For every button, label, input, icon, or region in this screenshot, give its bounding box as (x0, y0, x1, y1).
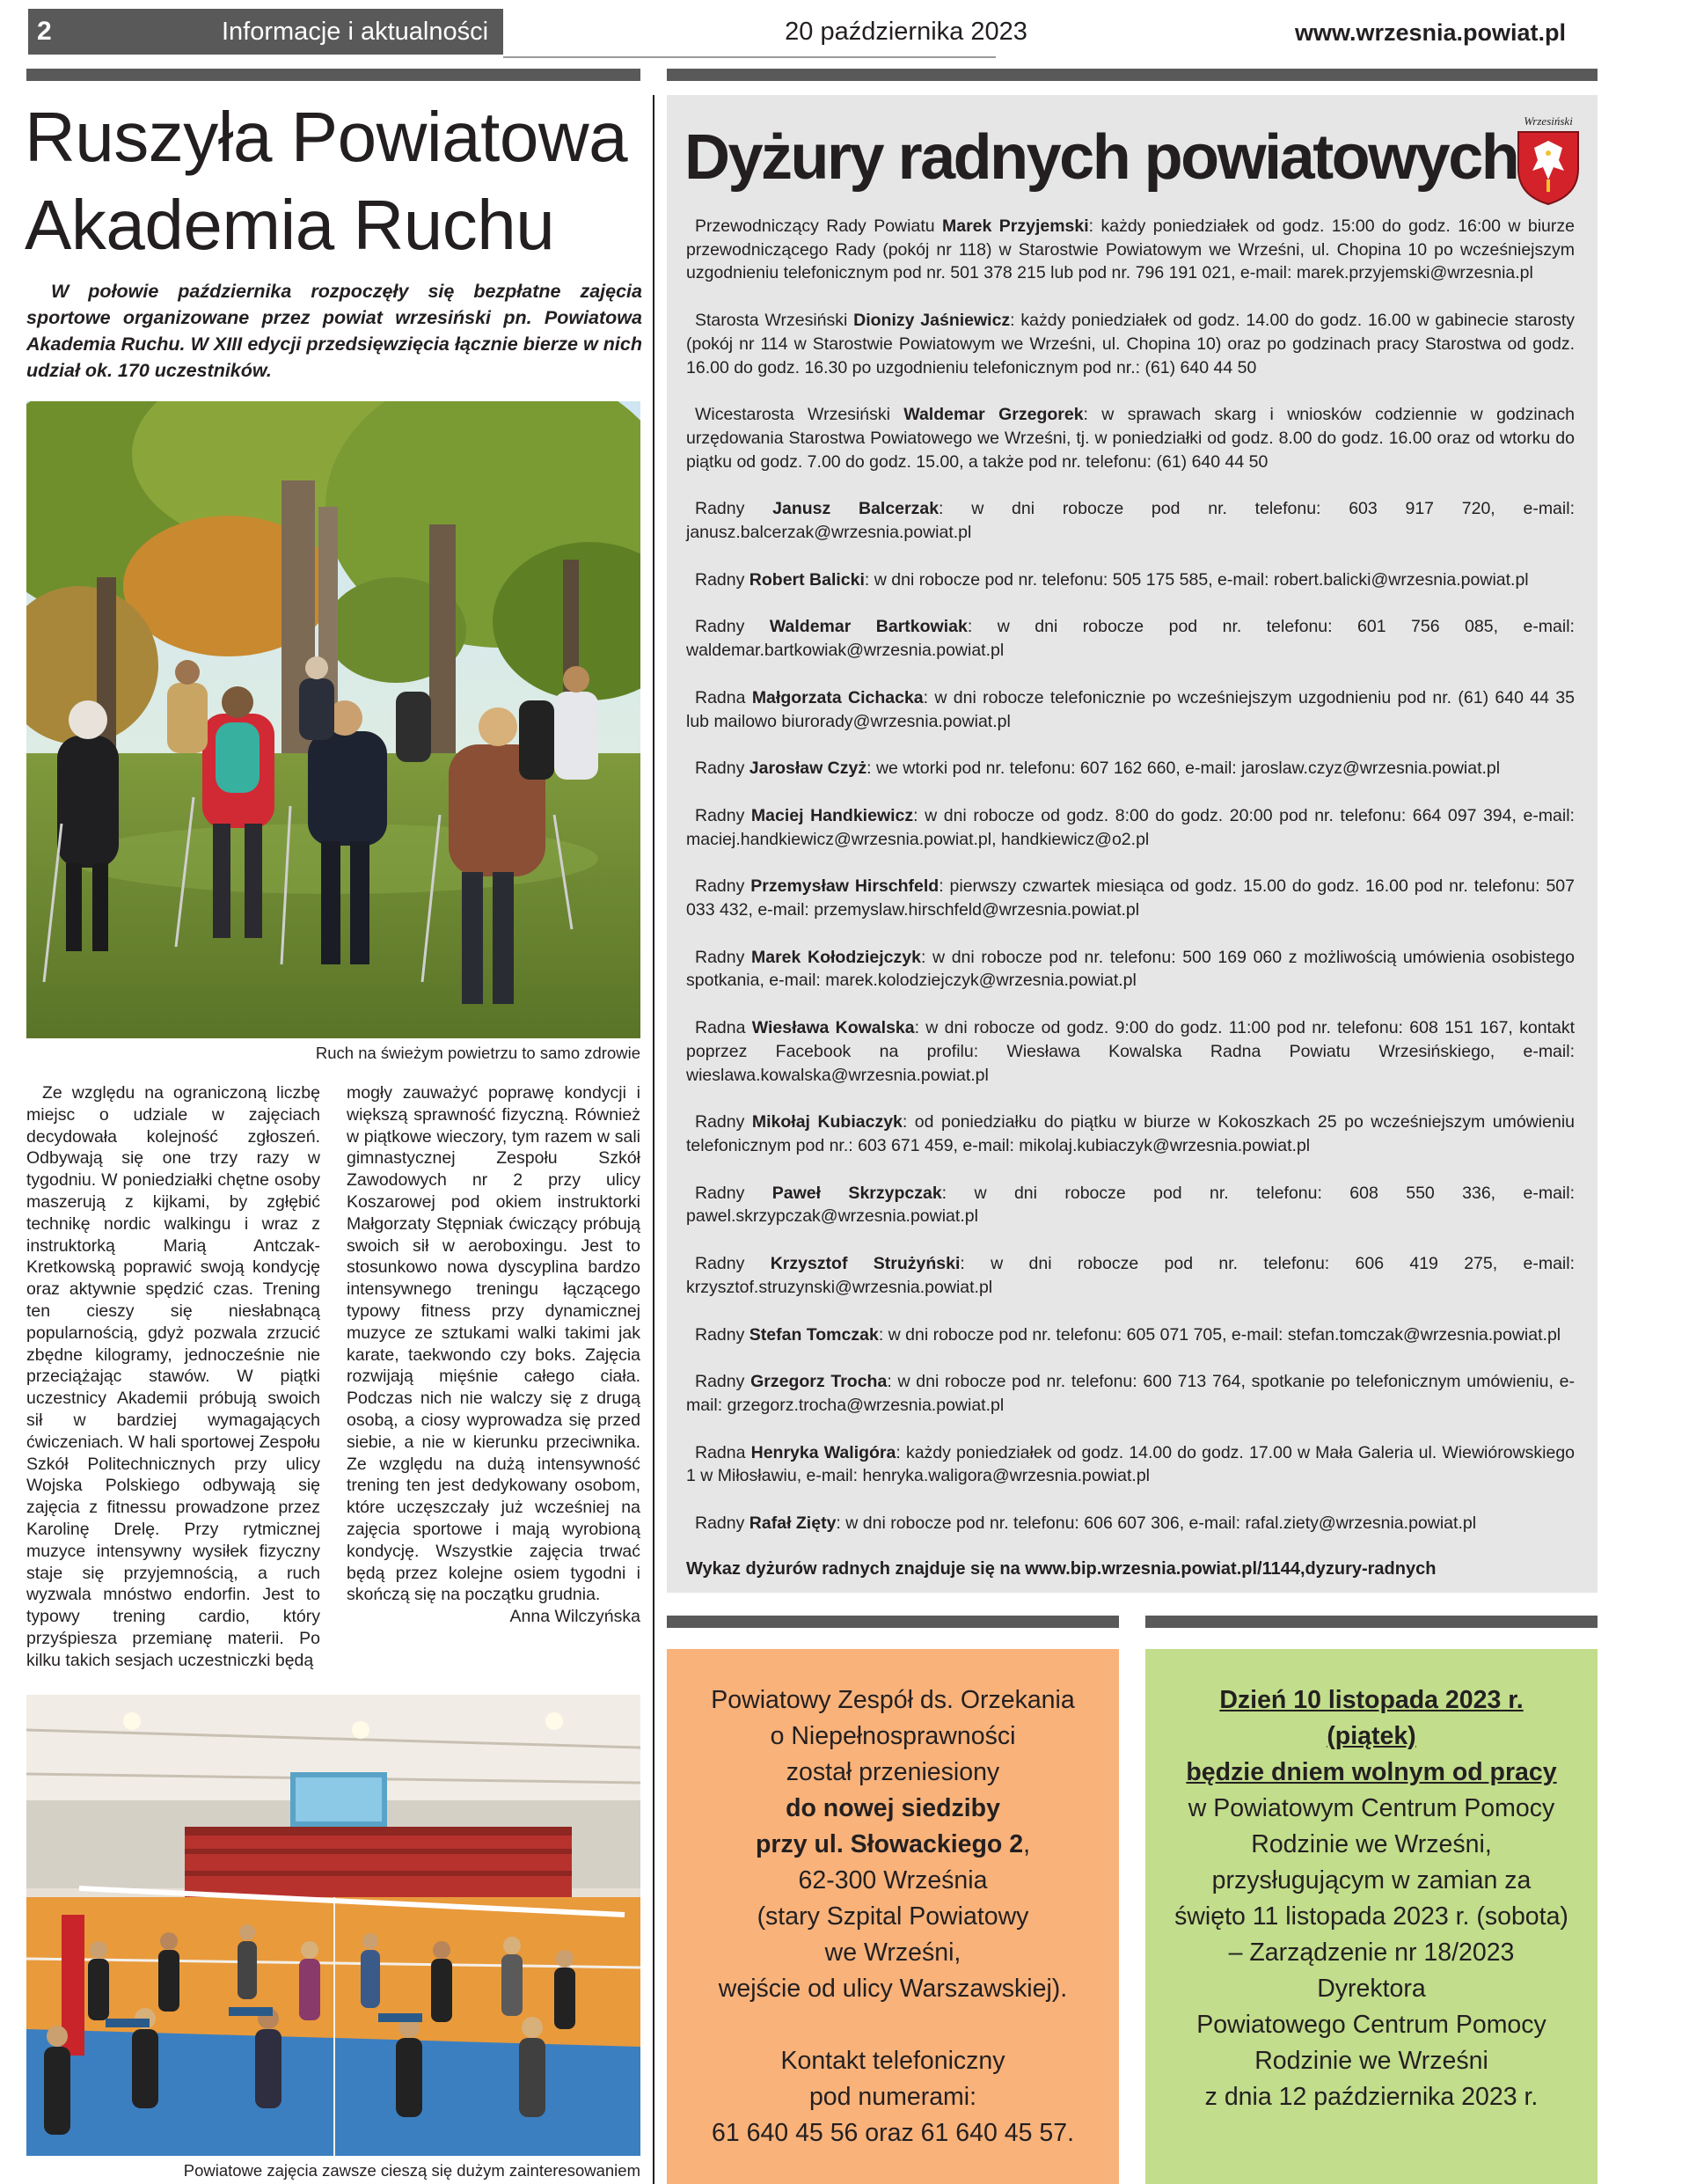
orange-line-5-address: przy ul. Słowackiego 2 (755, 1830, 1024, 1858)
duty-entry (686, 615, 1575, 662)
duty-entry (686, 1016, 1575, 1087)
duty-entry (686, 1323, 1575, 1347)
duty-councillor-name: Jarosław Czyż (749, 759, 867, 779)
orange-line-8: we Wrześni, (824, 1938, 961, 1967)
orange-line-1: Powiatowy Zespół ds. Orzekania (711, 1686, 1075, 1714)
duty-entry (686, 875, 1575, 921)
svg-text:Wrzesiński: Wrzesiński (1524, 114, 1573, 128)
powiat-crest-logo (1511, 114, 1585, 206)
relocation-notice (667, 1649, 1119, 2184)
duty-details: : każdy poniedziałek od godz. 15:00 do godz. 16:00 w biurze przewodniczącego Rady (pokój nr 118) w Starostwie Powiatowym we Wrześni, ul. Chopina 10 po wcześniejszym uzgodnieniu telefonicznym pod nr. 501 378 215 lub pod nr. 796 191 021, e-mail: marek.przyjemski@wrzesnia.pl (686, 216, 1575, 283)
article-body-column-1 (26, 1082, 320, 1672)
orange-line-3: został przeniesiony (786, 1758, 1000, 1786)
article-body-column-2 (347, 1082, 640, 1628)
duty-councillor-name: Wiesława Kowalska (751, 1018, 915, 1038)
duty-details: : każdy poniedziałek od godz. 14.00 do godz. 16.00 w gabinecie starosty (pokój nr 114 w Starostwie Powiatowym we Wrześni, ul. Chopina 10) oraz po godzinach pracy Starostwa od godz. 16.00 do godz. 16.30 po uzgodnieniu telefonicznym pod nr.: (61) 640 44 50 (686, 311, 1575, 377)
green-line-7: święto 11 listopada 2023 r. (sobota) (1174, 1902, 1568, 1931)
duty-details: : w dni robocze od godz. 9:00 do godz. 11:00 pod nr. telefonu: 608 151 167, kontakt poprzez Facebook na profilu: Wiesława Kowalska Radna Powiatu Wrzesińskiego, e-mail: wieslawa.kowalska@wrzesnia.powiat.pl (686, 1018, 1575, 1085)
duty-details: : w dni robocze pod nr. telefonu: 600 713 764, spotkanie po telefonicznym umówieniu, e-mail: grzegorz.trocha@wrzesnia.powiat.pl (686, 1372, 1575, 1415)
duty-role: Radny (695, 1324, 749, 1345)
duty-councillor-name: Dionizy Jaśniewicz (853, 311, 1011, 331)
issue-date: 20 października 2023 (785, 18, 1027, 46)
orange-line-2: o Niepełnosprawności (770, 1722, 1016, 1750)
green-line-4: w Powiatowym Centrum Pomocy (1188, 1794, 1555, 1822)
duty-entry (686, 1441, 1575, 1488)
duty-entry (686, 1252, 1575, 1299)
green-line-6: przysługującym w zamian za (1211, 1866, 1532, 1895)
green-box-rule (1145, 1616, 1598, 1628)
page-number: 2 (28, 9, 63, 55)
duty-details: : w dni robocze pod nr. telefonu: 606 419 275, e-mail: krzysztof.struzynski@wrzesnia.powiat.pl (686, 1254, 1575, 1297)
orange-line-5-comma: , (1023, 1830, 1030, 1858)
duty-councillor-name: Robert Balicki (749, 569, 865, 590)
orange-line-6: 62-300 Września (798, 1866, 988, 1895)
green-line-12: z dnia 12 października 2023 r. (1204, 2083, 1539, 2111)
duty-details: : w dni robocze pod nr. telefonu: 608 550 336, e-mail: pawel.skrzypczak@wrzesnia.powiat.pl (686, 1183, 1575, 1227)
duty-entry (686, 757, 1575, 781)
duties-title: Dyżury radnych powiatowych (684, 122, 1518, 193)
duty-role: Radny (695, 1112, 752, 1132)
duty-details: : w dni robocze pod nr. telefonu: 605 071 705, e-mail: stefan.tomczak@wrzesnia.powiat.pl (878, 1324, 1561, 1345)
duty-entry (686, 215, 1575, 285)
duty-entry (686, 568, 1575, 592)
orange-line-11: pod numerami: (808, 2083, 977, 2111)
nordic-walking-photo (26, 401, 640, 1038)
duty-councillor-name: Rafał Zięty (749, 1513, 837, 1534)
green-line-1: Dzień 10 listopada 2023 r. (1219, 1686, 1524, 1714)
duty-role: Radny (695, 947, 751, 967)
fitness-hall-photo (26, 1695, 640, 2156)
duty-councillor-name: Małgorzata Cichacka (751, 687, 924, 707)
duty-councillor-name: Przemysław Hirschfeld (750, 876, 940, 897)
duty-details: : każdy poniedziałek od godz. 14.00 do godz. 17.00 w Mała Galeria ul. Wiewiórowskiego 1 w Miłosławiu, e-mail: henryka.waligora@wrzesnia.powiat.pl (686, 1442, 1576, 1486)
duties-footer-link[interactable]: Wykaz dyżurów radnych znajduje się na www.bip.wrzesnia.powiat.pl/1144,dyzury-radnych (686, 1558, 1437, 1579)
duty-details: : we wtorki pod nr. telefonu: 607 162 660, e-mail: jaroslaw.czyz@wrzesnia.powiat.pl (866, 759, 1501, 779)
duty-entry (686, 1512, 1575, 1535)
day-off-notice (1145, 1649, 1598, 2184)
duty-role: Wicestarosta Wrzesiński (695, 405, 904, 425)
duty-role: Radny (695, 876, 751, 897)
duty-role: Radna (695, 687, 752, 707)
article-title (25, 93, 649, 269)
duty-entry (686, 497, 1575, 544)
duty-entry (686, 309, 1575, 379)
duty-councillor-name: Paweł Skrzypczak (771, 1183, 942, 1203)
duty-details: : w dni robocze pod nr. telefonu: 505 175 585, e-mail: robert.balicki@wrzesnia.powiat.pl (864, 569, 1529, 590)
duty-councillor-name: Maciej Handkiewicz (750, 805, 914, 825)
duty-role: Radny (695, 1513, 749, 1534)
duty-entry (686, 1110, 1575, 1157)
green-line-11: Rodzinie we Wrześni (1254, 2047, 1488, 2075)
article-lead: W połowie października rozpoczęły się bezpłatne zajęcia sportowe organizowane przez powiat wrzesiński pn. Powiatowa Akademia Ruchu. W XIII edycji przedsięwzięcia łącznie bierze w nich udział ok. 170 uczestników. (26, 281, 642, 381)
section-title: Informacje i aktualności (63, 9, 503, 55)
orange-line-12: 61 640 45 56 oraz 61 640 45 57. (711, 2119, 1074, 2147)
duty-councillor-name: Grzegorz Trocha (750, 1372, 888, 1392)
duty-details: : w dni robocze pod nr. telefonu: 601 756 085, e-mail: waldemar.bartkowiak@wrzesnia.powiat.pl (686, 617, 1575, 661)
duty-role: Radny (695, 805, 751, 825)
green-line-8: – Zarządzenie nr 18/2023 (1228, 1938, 1515, 1967)
duty-councillor-name: Henryka Waligóra (750, 1442, 896, 1462)
green-line-9: Dyrektora (1317, 1975, 1426, 2003)
duty-councillor-name: Krzysztof Strużyński (770, 1254, 961, 1274)
duty-details: : w dni robocze pod nr. telefonu: 603 917 720, e-mail: janusz.balcerzak@wrzesnia.powiat.pl (686, 499, 1575, 543)
duty-role: Radny (695, 1183, 772, 1203)
duty-entry (686, 804, 1575, 851)
photo-caption-fitness: Powiatowe zajęcia zawsze cieszą się dużym zainteresowaniem (183, 2161, 640, 2180)
duty-councillor-name: Marek Kołodziejczyk (751, 947, 921, 967)
duty-role: Radny (695, 569, 749, 590)
green-line-2: (piątek) (1327, 1722, 1416, 1750)
header-divider (503, 56, 996, 58)
duty-details: : w dni robocze telefonicznie po wcześniejszym uzgodnieniu pod nr. (61) 640 44 35 lub mailowo biurorady@wrzesnia.powiat.pl (686, 687, 1575, 731)
duty-role: Radny (695, 1254, 771, 1274)
duty-role: Radny (695, 1372, 751, 1392)
duty-details: : pierwszy czwartek miesiąca od godz. 15.00 do godz. 16.00 pod nr. telefonu: 507 033 432, e-mail: przemyslaw.hirschfeld@wrzesnia.powiat.pl (686, 876, 1576, 920)
duty-role: Radna (695, 1018, 752, 1038)
green-line-10: Powiatowego Centrum Pomocy (1196, 2011, 1546, 2039)
duty-entry (686, 686, 1575, 733)
article-title-line1: Ruszyła Powiatowa (25, 98, 628, 176)
orange-line-7: (stary Szpital Powiatowy (757, 1902, 1029, 1931)
duty-role: Radny (695, 617, 770, 637)
duties-list (686, 215, 1575, 1579)
duty-role: Przewodniczący Rady Powiatu (695, 216, 942, 236)
article-author: Anna Wilczyńska (509, 1607, 640, 1627)
duty-entry (686, 946, 1575, 993)
duty-entry (686, 403, 1575, 473)
orange-box-rule (667, 1616, 1119, 1628)
green-line-5: Rodzinie we Wrześni, (1251, 1830, 1492, 1858)
photo-caption-nordic: Ruch na świeżym powietrzu to samo zdrowie (315, 1044, 640, 1062)
duty-details: : w dni robocze pod nr. telefonu: 606 607 306, e-mail: rafal.ziety@wrzesnia.powiat.pl (836, 1513, 1477, 1534)
orange-line-10: Kontakt telefoniczny (780, 2047, 1005, 2075)
right-column-rule (667, 69, 1598, 81)
orange-line-9: wejście od ulicy Warszawskiej). (718, 1975, 1068, 2003)
column-divider (653, 95, 654, 2184)
green-line-3: będzie dniem wolnym od pracy (1186, 1758, 1557, 1786)
duty-role: Starosta Wrzesiński (695, 311, 854, 331)
duty-councillor-name: Stefan Tomczak (749, 1324, 879, 1345)
duty-details: : w dni robocze od godz. 8:00 do godz. 20:00 pod nr. telefonu: 664 097 394, e-mail: maciej.handkiewicz@wrzesnia.powiat.pl, handkiewicz@o2.pl (686, 805, 1575, 849)
duty-details: : od poniedziałku do piątku w biurze w Kokoszkach 25 po wcześniejszym umówieniu telefonicznym pod nr.: 603 671 459, e-mail: mikolaj.kubiaczyk@wrzesnia.powiat.pl (686, 1112, 1575, 1155)
duty-councillor-name: Waldemar Bartkowiak (769, 617, 968, 637)
duty-councillor-name: Waldemar Grzegorek (903, 405, 1084, 425)
duty-details: : w sprawach skarg i wniosków codziennie w godzinach urzędowania Starostwa Powiatowego we Wrześni, tj. w poniedziałki od godz. 8.00 do godz. 16.00 oraz od wtorku do piątku od godz. 7.00 do godz. 15.00, a także pod nr. telefonu: (61) 640 44 50 (686, 405, 1575, 472)
duty-role: Radny (695, 499, 773, 519)
orange-line-4: do nowej siedziby (786, 1794, 1000, 1822)
duty-role: Radny (695, 759, 749, 779)
duty-entry (686, 1370, 1575, 1417)
left-column-rule (26, 69, 640, 81)
article-body-text-1: Ze względu na ograniczoną liczbę miejsc o udziale w zajęciach decydowała kolejność zgłoszeń. Odbywają się one trzy razy w tygodniu. W poniedziałki chętne osoby maszerują z kijkami, by zgłębić technikę nordic walkingu i wraz z instruktorką Marią Antczak-Kretkowską poprawić swoją kondycję oraz aktywnie spędzić czas. Trening ten cieszy się niesłabnącą popularnością, gdyż pozwala zrzucić zbędne kilogramy, jednocześnie nie przeciążając stawów. W piątki uczestnicy Akademii próbują swoich sił w bardziej wymagających ćwiczeniach. W hali sportowej Zespołu Szkół Politechnicznych przy ulicy Wojska Polskiego odbywają się zajęcia z fitnessu prowadzone przez Karolinę Drelę. Przy rytmicznej muzyce intensywny wysiłek fizyczny staje się przyjemnością, a ruch wyzwala mnóstwo endorfin. Jest to typowy trening cardio, który przyśpiesza przemianę materii. Po kilku takich sesjach uczestniczki będą (26, 1083, 320, 1670)
duty-councillor-name: Marek Przyjemski (941, 216, 1089, 236)
duty-councillor-name: Mikołaj Kubiaczyk (751, 1112, 903, 1132)
duty-role: Radna (695, 1442, 751, 1462)
duty-councillor-name: Janusz Balcerzak (772, 499, 940, 519)
duty-entry (686, 1182, 1575, 1228)
duty-details: : w dni robocze pod nr. telefonu: 500 169 060 z możliwością umówienia osobistego spotkania, e-mail: marek.kolodziejczyk@wrzesnia.powiat.pl (686, 947, 1575, 991)
article-title-line2: Akademia Ruchu (25, 186, 555, 264)
website-url[interactable]: www.wrzesnia.powiat.pl (1294, 19, 1566, 46)
article-body-text-2: mogły zauważyć poprawę kondycji i większą sprawność fizyczną. Również w piątkowe wieczory, tym razem w sali gimnastycznej Zespołu Szkół Zawodowych nr 2 przy ulicy Koszarowej pod okiem instruktorki Małgorzaty Stępniak ćwiczący próbują swoich sił w aeroboxingu. Jest to stosunkowo nowa dyscyplina bardzo intensywnego treningu łączącego typowy fitness przy dynamicznej muzyce ze sztukami walki takimi jak karate, taekwondo czy boks. Zajęcia rozwijają mięśnie całego ciała. Podczas nich nie walczy się z drugą osobą, a ciosy wyprowadza się przed siebie, a nie w kierunku przeciwnika. Ze względu na dużą intensywność trening ten jest dedykowany osobom, które uczęszczały już wcześniej na zajęcia sportowe i mają wyrobioną kondycję. Wszystkie zajęcia trwać będą przez kolejne osiem tygodni i skończą się na początku grudnia. (347, 1083, 640, 1605)
